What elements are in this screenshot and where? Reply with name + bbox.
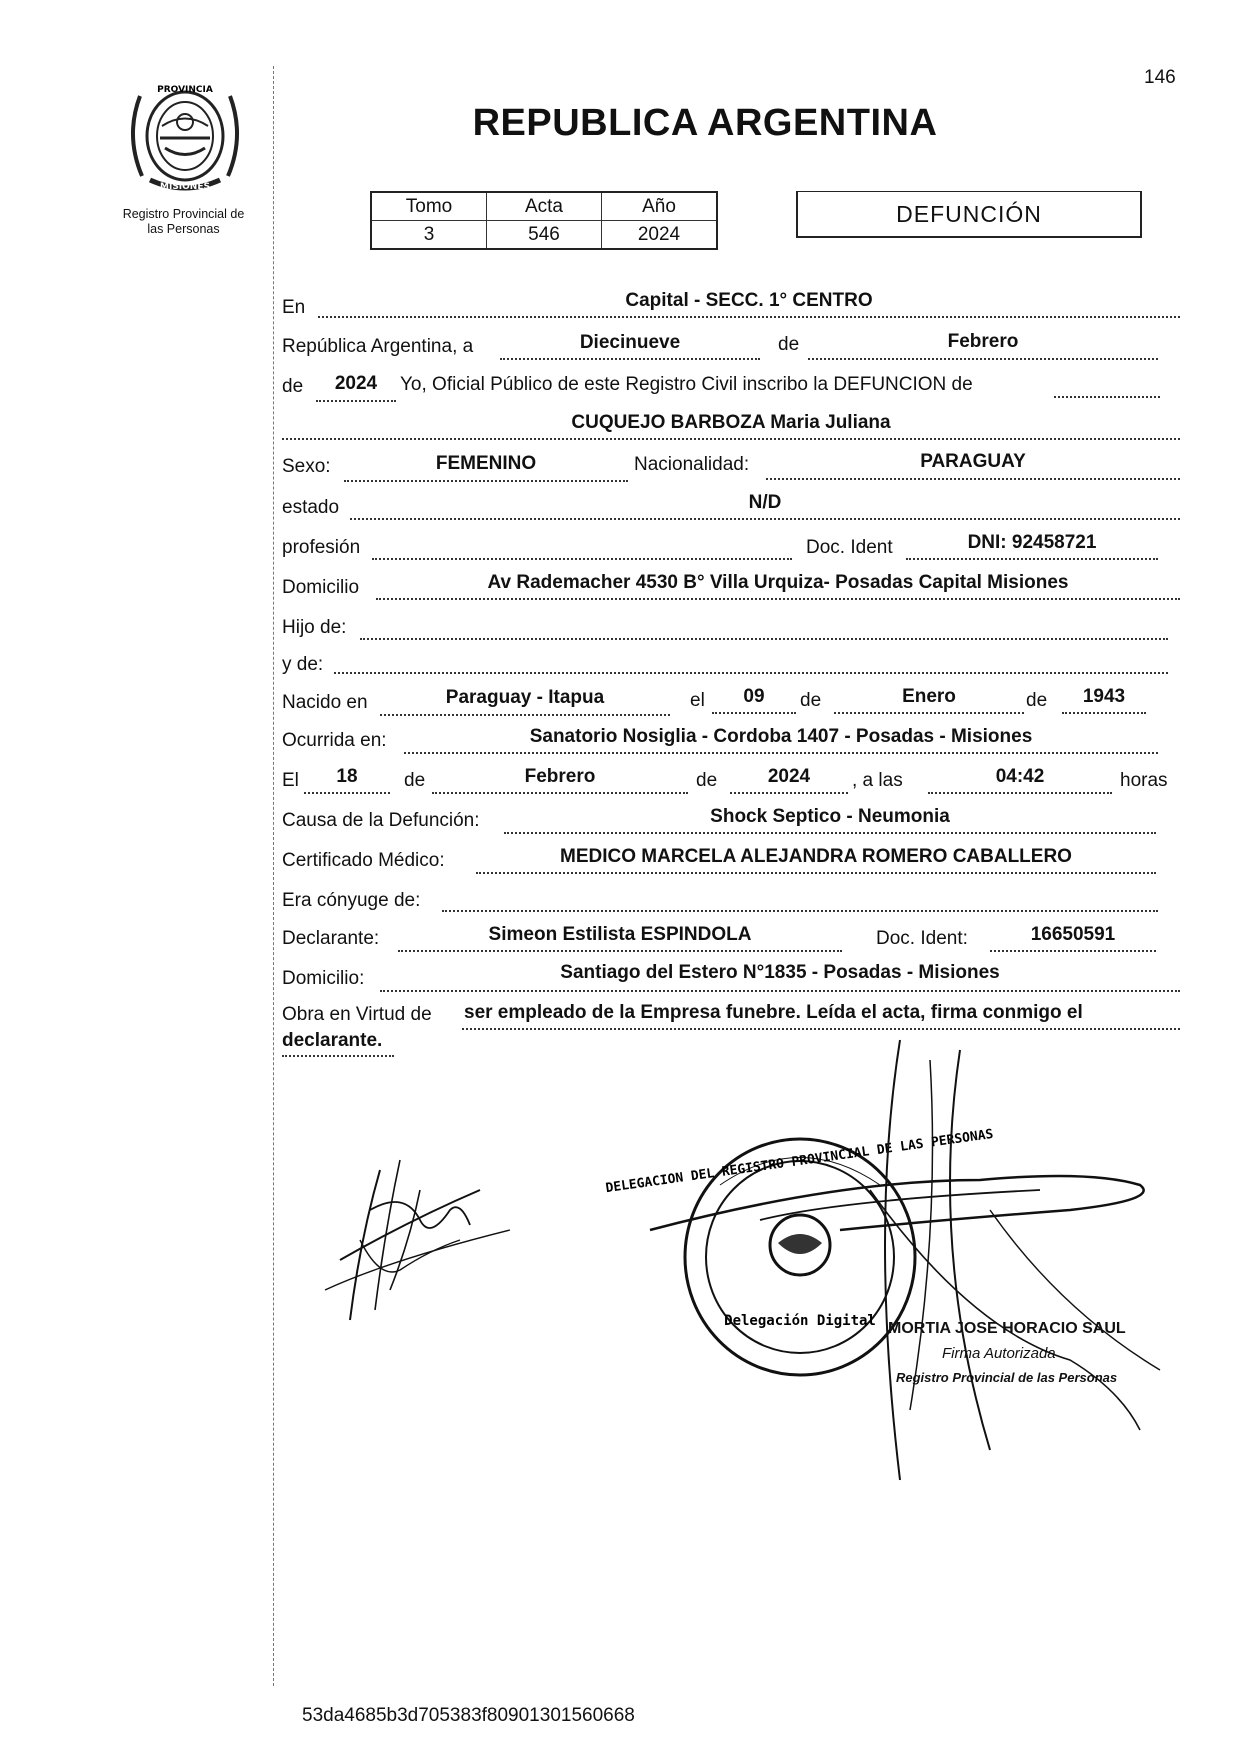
acta-header-acta: Acta	[487, 192, 602, 221]
obra-value-2: declarante.	[282, 1030, 383, 1051]
ocurrida-value: Sanatorio Nosiglia - Cordoba 1407 - Posadas - Misiones	[529, 726, 1033, 747]
name-line	[282, 438, 1180, 440]
causa-value: Shock Septico - Neumonia	[710, 806, 950, 827]
intro-line	[1054, 396, 1160, 398]
acta-value-tomo: 3	[371, 221, 487, 250]
declarant-signature-icon	[320, 1150, 525, 1340]
death-day: 18	[336, 766, 358, 787]
de-death-month-label: de	[404, 770, 426, 791]
republica-label: República Argentina, a	[282, 336, 474, 357]
causa-label: Causa de la Defunción:	[282, 810, 480, 831]
domicilio2-line	[380, 990, 1180, 992]
acta-value-ano: 2024	[602, 221, 718, 250]
acta-table-value-row	[371, 221, 717, 250]
hijo-line	[360, 638, 1168, 640]
margin-line	[273, 66, 274, 1686]
sexo-label: Sexo:	[282, 456, 331, 477]
de-birth-month-label: de	[800, 690, 822, 711]
death-year: 2024	[767, 766, 811, 787]
birth-month: Enero	[902, 686, 956, 707]
registry-line-2: las Personas	[147, 222, 220, 236]
yde-label: y de:	[282, 654, 324, 675]
sexo-value: FEMENINO	[435, 453, 537, 474]
doc-ident-line	[906, 558, 1158, 560]
deceased-name: CUQUEJO BARBOZA Maria Juliana	[571, 412, 891, 433]
year-line	[316, 400, 396, 402]
doc-ident2-line	[990, 950, 1156, 952]
certificado-label: Certificado Médico:	[282, 850, 445, 871]
sexo-line	[344, 480, 628, 482]
day-line	[500, 358, 760, 360]
yde-line	[334, 672, 1168, 674]
death-year-line	[730, 792, 848, 794]
causa-line	[504, 832, 1156, 834]
de-birth-year-label: de	[1026, 690, 1048, 711]
domicilio2-label: Domicilio:	[282, 968, 365, 989]
doc-ident-label: Doc. Ident	[806, 537, 893, 558]
page-number: 146	[1144, 67, 1176, 88]
obra-value: ser empleado de la Empresa funebre. Leída el acta, firma conmigo el	[464, 1002, 1083, 1023]
nacido-line	[380, 714, 670, 716]
de-death-year-label: de	[696, 770, 718, 791]
day-value: Diecinueve	[579, 332, 681, 353]
domicilio-label: Domicilio	[282, 577, 360, 598]
authority-role: Firma Autorizada	[942, 1345, 1056, 1362]
estado-value: N/D	[748, 492, 782, 513]
acta-table	[370, 191, 718, 250]
death-day-line	[304, 792, 390, 794]
emblem-top-text: PROVINCIA	[157, 85, 213, 95]
domicilio2-value: Santiago del Estero N°1835 - Posadas - Misiones	[560, 962, 1000, 983]
month-value: Febrero	[947, 331, 1019, 352]
death-month: Febrero	[524, 766, 596, 787]
emblem-bottom-text: MISIONES	[160, 182, 210, 192]
stamp-ring-text: DELEGACION DEL REGISTRO PROVINCIAL DE LAS PERSONAS	[604, 1126, 995, 1197]
document-hash: 53da4685b3d705383f80901301560668	[302, 1705, 635, 1726]
registry-name	[96, 207, 271, 237]
nacionalidad-label: Nacionalidad:	[634, 454, 750, 475]
el-cap-label: El	[282, 770, 299, 791]
obra-label: Obra en Virtud de	[282, 1004, 432, 1025]
authority-name: MORTIA JOSE HORACIO SAUL	[888, 1320, 1126, 1337]
conyuge-label: Era cónyuge de:	[282, 890, 421, 911]
certificado-value: MEDICO MARCELA ALEJANDRA ROMERO CABALLERO	[560, 846, 1072, 867]
horas-label: horas	[1120, 770, 1168, 791]
de-label: de	[778, 334, 800, 355]
doc-ident2-value: 16650591	[1030, 924, 1116, 945]
death-month-line	[432, 792, 688, 794]
acta-table-header-row	[371, 192, 717, 221]
domicilio-value: Av Rademacher 4530 B° Villa Urquiza- Posadas Capital Misiones	[487, 572, 1069, 593]
alas-label: , a las	[852, 770, 903, 791]
hijo-label: Hijo de:	[282, 617, 347, 638]
year-value: 2024	[334, 373, 378, 394]
profesion-line	[372, 558, 792, 560]
declarante-line	[398, 950, 842, 952]
authority-org: Registro Provincial de las Personas	[896, 1370, 1118, 1385]
acta-header-tomo: Tomo	[371, 192, 487, 221]
certificado-line	[476, 872, 1156, 874]
doc-ident-value: DNI: 92458721	[967, 532, 1097, 553]
declarante-value: Simeon Estilista ESPINDOLA	[488, 924, 752, 945]
obra-line-2	[282, 1055, 394, 1057]
month-line	[808, 358, 1158, 360]
stamp-inner-text: Delegación Digital	[724, 1313, 876, 1329]
domicilio-line	[376, 598, 1180, 600]
en-value: Capital - SECC. 1° CENTRO	[625, 290, 873, 311]
profesion-label: profesión	[282, 537, 361, 558]
estado-line	[350, 518, 1180, 520]
en-line	[318, 316, 1180, 318]
nacionalidad-line	[766, 478, 1180, 480]
en-label: En	[282, 297, 306, 318]
registry-line-1: Registro Provincial de	[122, 207, 245, 221]
province-emblem-icon	[120, 76, 250, 196]
acta-value-acta: 546	[487, 221, 602, 250]
page-title: REPUBLICA ARGENTINA	[472, 102, 938, 144]
nacionalidad-value: PARAGUAY	[920, 451, 1026, 472]
death-time-line	[928, 792, 1112, 794]
birth-year: 1943	[1082, 686, 1126, 707]
intro-text: Yo, Oficial Público de este Registro Civil inscribo la DEFUNCION de	[400, 374, 973, 395]
birth-year-line	[1062, 712, 1146, 714]
el-label: el	[690, 690, 705, 711]
birth-day-line	[712, 712, 796, 714]
authority-signature-icon	[640, 1030, 1180, 1500]
de-year-label: de	[282, 376, 304, 397]
declarante-label: Declarante:	[282, 928, 380, 949]
birth-day: 09	[743, 686, 765, 707]
ocurrida-line	[404, 752, 1158, 754]
death-time: 04:42	[995, 766, 1045, 787]
birth-month-line	[834, 712, 1024, 714]
conyuge-line	[442, 910, 1158, 912]
nacido-label: Nacido en	[282, 692, 368, 713]
ocurrida-label: Ocurrida en:	[282, 730, 387, 751]
acta-header-ano: Año	[602, 192, 718, 221]
doc-ident2-label: Doc. Ident:	[876, 928, 968, 949]
nacido-value: Paraguay - Itapua	[445, 687, 605, 708]
estado-label: estado	[282, 497, 340, 518]
document-type-box: DEFUNCIÓN	[796, 191, 1142, 238]
